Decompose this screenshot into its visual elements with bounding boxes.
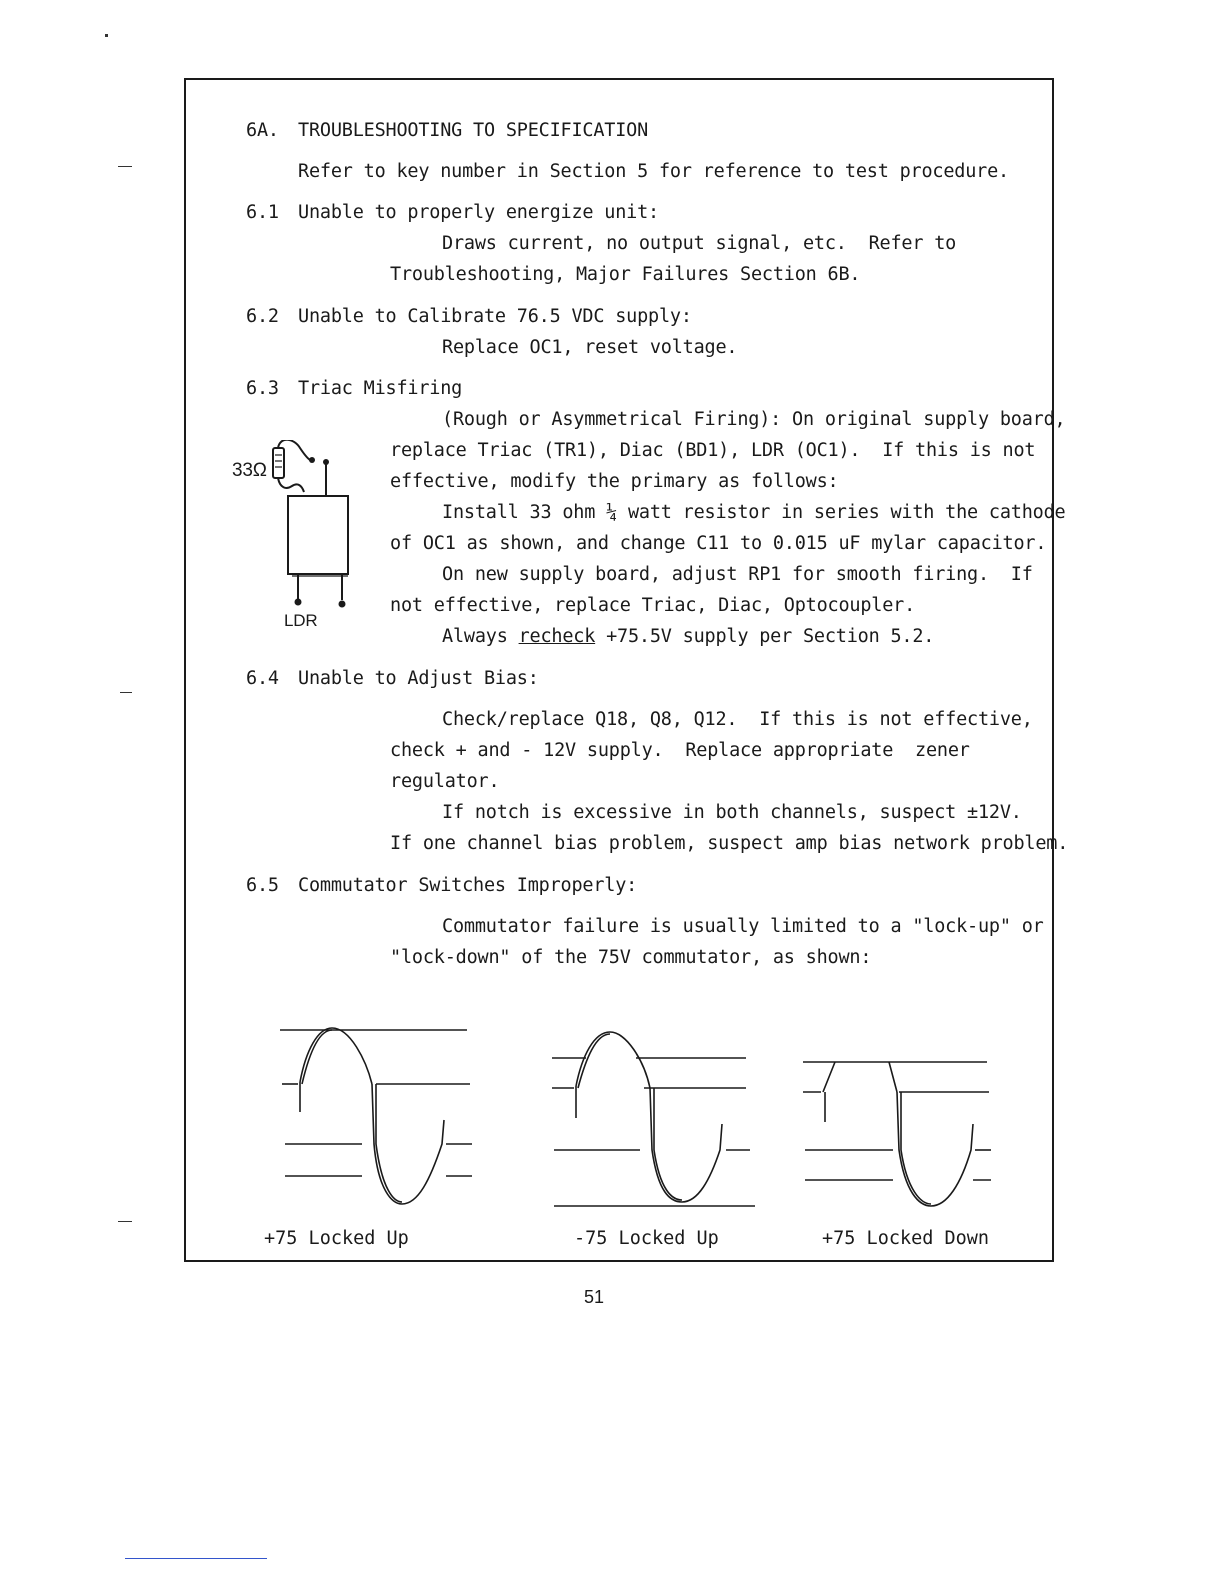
body-text: check + and - 12V supply. Replace appropriate zener: [390, 740, 970, 761]
page-number: 51: [584, 1287, 605, 1307]
section-number: 6.5: [246, 875, 279, 896]
body-text: replace Triac (TR1), Diac (BD1), LDR (OC1). If this is not: [390, 440, 1036, 461]
body-text: Draws current, no output signal, etc. Refer to: [442, 233, 957, 254]
section-number: 6.2: [246, 306, 279, 327]
body-text: Commutator failure is usually limited to a "lock-up" or: [442, 916, 1044, 937]
section-number: 6.3: [246, 378, 279, 399]
body-text: not effective, replace Triac, Diac, Optocoupler.: [390, 595, 916, 616]
body-text: Check/replace Q18, Q8, Q12. If this is not effective,: [442, 709, 1033, 730]
section-title: Unable to properly energize unit:: [298, 202, 659, 223]
waveform-caption: +75 Locked Down: [822, 1228, 990, 1249]
waveform-plus75-locked-up: [270, 1020, 480, 1210]
body-text: effective, modify the primary as follows:: [390, 471, 839, 492]
margin-mark: [105, 34, 108, 37]
ldr-label: LDR: [284, 611, 318, 630]
section-title: Unable to Calibrate 76.5 VDC supply:: [298, 306, 692, 327]
section-number: 6.4: [246, 668, 279, 689]
body-text: Troubleshooting, Major Failures Section 6B.: [390, 264, 861, 285]
margin-mark: [118, 1221, 132, 1222]
section-title: Unable to Adjust Bias:: [298, 668, 539, 689]
resistor-label: 33Ω: [232, 460, 267, 481]
waveform-caption: +75 Locked Up: [264, 1228, 409, 1249]
body-text: (Rough or Asymmetrical Firing): On original supply board,: [442, 409, 1066, 430]
body-text: "lock-down" of the 75V commutator, as shown:: [390, 947, 872, 968]
body-text: If notch is excessive in both channels, suspect ±12V.: [442, 802, 1022, 823]
footer-rule: [125, 1558, 267, 1559]
body-text: Install 33 ohm ¼ watt resistor in series with the cathode: [442, 502, 1066, 523]
margin-mark: [120, 692, 132, 693]
body-text: of OC1 as shown, and change C11 to 0.015 uF mylar capacitor.: [390, 533, 1047, 554]
waveform-caption: -75 Locked Up: [574, 1228, 719, 1249]
body-text: If one channel bias problem, suspect amp bias network problem.: [390, 833, 1069, 854]
margin-mark: [118, 166, 132, 167]
section-number: 6A.: [246, 120, 279, 141]
page-title: TROUBLESHOOTING TO SPECIFICATION: [298, 120, 649, 141]
waveform-plus75-locked-down: [795, 1020, 1000, 1215]
section-number: 6.1: [246, 202, 279, 223]
waveform-minus75-locked-up: [540, 1020, 760, 1215]
body-text: regulator.: [390, 771, 500, 792]
section-title: Commutator Switches Improperly:: [298, 875, 638, 896]
body-text: On new supply board, adjust RP1 for smooth firing. If: [442, 564, 1033, 585]
section-title: Triac Misfiring: [298, 378, 463, 399]
intro-text: Refer to key number in Section 5 for reference to test procedure.: [298, 161, 1009, 182]
body-text: Always recheck +75.5V supply per Section 5.2.: [442, 626, 935, 647]
body-text: Replace OC1, reset voltage.: [442, 337, 738, 358]
